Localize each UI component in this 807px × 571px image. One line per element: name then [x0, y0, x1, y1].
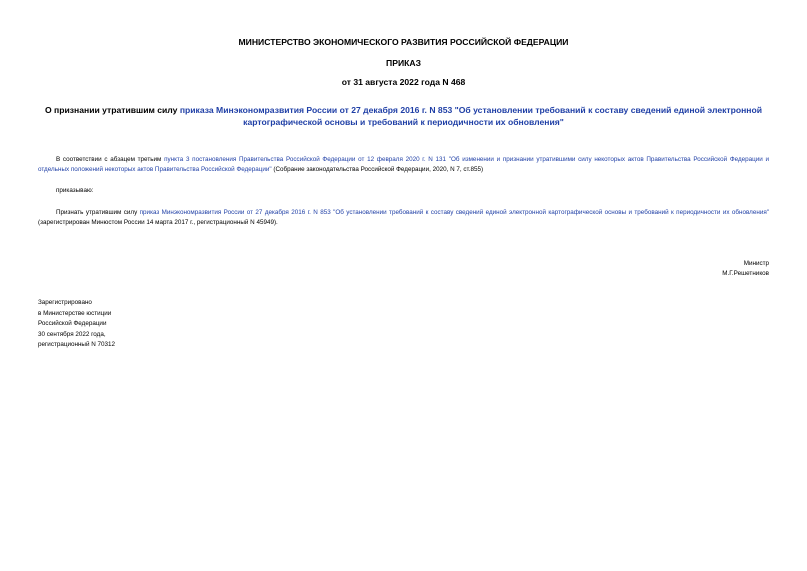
order-word: приказываю:: [56, 187, 94, 194]
registration-line: в Министерстве юстиции: [38, 309, 112, 317]
registration-line: Зарегистрировано: [38, 299, 92, 306]
doc-date-heading: от 31 августа 2022 года N 468: [341, 77, 466, 87]
registration-line: 30 сентября 2022 года,: [38, 330, 106, 338]
paragraph-basis: [38, 155, 769, 175]
p3-text-start: Признать утратившим силу: [56, 209, 140, 216]
p3-text-end: (зарегистрирован Минюстом России 14 марта 2017 г., регистрационный N 45949).: [38, 219, 278, 226]
title-link[interactable]: приказа Минэкономразвития России от 27 декабря 2016 г. N 853 "Об установлении требований к составу сведений единой электронной картографической основы и требований к периодичности их обновления": [179, 105, 763, 127]
title-prefix: О признании утратившим силу: [44, 105, 180, 115]
p1-text-start: В соответствии с абзацем третьим: [56, 156, 165, 163]
signature-position: Министр: [743, 260, 769, 267]
p3-link-order[interactable]: приказ Минэкономразвития России от 27 декабря 2016 г. N 853 "Об установлении требований к составу сведений единой электронной картографической основы и требований к периодичности их обновления": [139, 209, 770, 216]
doc-type-heading: ПРИКАЗ: [386, 58, 421, 68]
registration-line: Российской Федерации: [38, 320, 107, 328]
registration-line: регистрационный N 70312: [38, 341, 116, 349]
paragraph-order: [38, 186, 769, 196]
p1-text-end: (Собрание законодательства Российской Федерации, 2020, N 7, ст.855): [271, 166, 484, 173]
p1-link-resolution[interactable]: постановления Правительства Российской Федерации от 12 февраля 2020 г. N 131 "Об изменении и признании утратившими силу некоторых актов Правительства Российской Федерации и отдельных положений некоторых актов Правительства Российской Федерации": [38, 156, 770, 173]
paragraph-repeal: [38, 208, 769, 228]
ministry-heading: МИНИСТЕРСТВО ЭКОНОМИЧЕСКОГО РАЗВИТИЯ РОССИЙСКОЙ ФЕДЕРАЦИИ: [238, 37, 569, 47]
signature-block: [722, 259, 769, 279]
document-title: [40, 104, 767, 128]
registration-block: [38, 298, 115, 351]
p1-link-clause[interactable]: пункта 3: [164, 156, 190, 163]
signature-name: М.Г.Решетников: [722, 270, 769, 277]
